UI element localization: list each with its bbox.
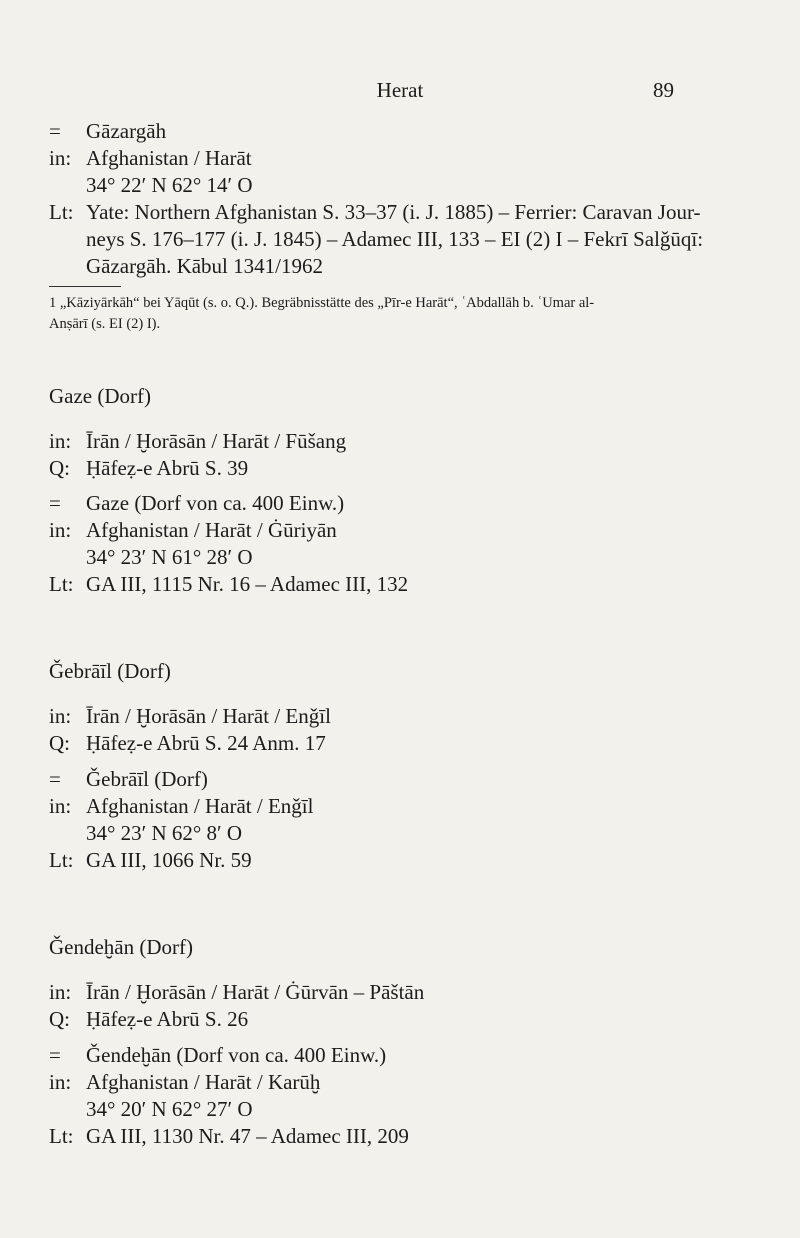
footnote-rule — [49, 286, 121, 287]
entry-line — [49, 571, 408, 598]
line-text: 34° 23′ N 62° 8′ O — [86, 821, 243, 845]
line-text: Gāzargāh — [86, 119, 167, 143]
entry-line — [49, 847, 252, 874]
line-text: Yate: Northern Afghanistan S. 33–37 (i. J. 1885) – Ferrier: Caravan Jour- — [86, 200, 701, 224]
line-label: in: — [49, 980, 72, 1004]
entry-line — [49, 820, 242, 847]
line-text: GA III, 1115 Nr. 16 – Adamec III, 132 — [86, 572, 409, 596]
entry-line — [49, 766, 208, 793]
line-label: in: — [49, 704, 72, 728]
line-label: = — [49, 491, 61, 515]
footnote — [49, 293, 689, 335]
entry-line — [49, 1042, 386, 1069]
line-text: neys S. 176–177 (i. J. 1845) – Adamec III, 133 – EI (2) I – Fekrī Salǧūqī: — [86, 227, 704, 251]
entry-line — [49, 172, 253, 199]
line-label: Lt: — [49, 572, 74, 596]
line-text: GA III, 1066 Nr. 59 — [86, 848, 252, 872]
entry-line — [49, 544, 253, 571]
line-text: GA III, 1130 Nr. 47 – Adamec III, 209 — [86, 1124, 409, 1148]
line-label: = — [49, 767, 61, 791]
entry-line — [49, 1069, 320, 1096]
entry-line — [49, 1096, 253, 1123]
line-label: in: — [49, 1070, 72, 1094]
entry-heading: Ǧendeḫān (Dorf) — [49, 935, 194, 959]
line-label: = — [49, 1043, 61, 1067]
line-text: Afghanistan / Harāt — [86, 146, 252, 170]
line-label: Lt: — [49, 200, 74, 224]
line-text: Īrān / Ḫorāsān / Harāt / Enǧīl — [86, 704, 331, 728]
entry-line — [49, 145, 252, 172]
running-title: Herat — [376, 78, 424, 102]
line-label: in: — [49, 429, 72, 453]
entry-line — [49, 490, 344, 517]
entry-line — [49, 979, 424, 1006]
line-text: 34° 22′ N 62° 14′ O — [86, 173, 253, 197]
line-text: Gāzargāh. Kābul 1341/1962 — [86, 254, 323, 278]
line-label: Q: — [49, 1007, 70, 1031]
line-text: Ḥāfeẓ-e Abrū S. 39 — [86, 456, 249, 480]
entry-line — [49, 199, 701, 226]
line-text: Ḥāfeẓ-e Abrū S. 26 — [86, 1007, 249, 1031]
line-label: = — [49, 119, 61, 143]
entry-line — [49, 118, 166, 145]
entry-line — [49, 703, 331, 730]
line-text: Afghanistan / Harāt / Enǧīl — [86, 794, 314, 818]
line-label: Lt: — [49, 848, 74, 872]
entry-heading: Gaze (Dorf) — [49, 384, 152, 408]
line-label: Q: — [49, 456, 70, 480]
line-text: Īrān / Ḫorāsān / Harāt / Fūšang — [86, 429, 347, 453]
entry-line — [49, 793, 313, 820]
line-text: Ǧendeḫān (Dorf von ca. 400 Einw.) — [86, 1043, 387, 1067]
entry-line — [49, 428, 346, 455]
line-text: 34° 20′ N 62° 27′ O — [86, 1097, 253, 1121]
line-label: Q: — [49, 731, 70, 755]
line-label: Lt: — [49, 1124, 74, 1148]
page-number: 89 — [653, 78, 674, 102]
entry-line — [49, 517, 337, 544]
line-text: Īrān / Ḫorāsān / Harāt / Ġūrvān – Pāštān — [86, 980, 425, 1004]
entry-line — [49, 730, 326, 757]
entry-line — [49, 253, 323, 280]
entry-line — [49, 1123, 409, 1150]
entry-heading: Ǧebrāīl (Dorf) — [49, 659, 171, 683]
entry-line — [49, 1006, 248, 1033]
running-head — [0, 78, 800, 106]
line-text: Ǧebrāīl (Dorf) — [86, 767, 208, 791]
line-label: in: — [49, 794, 72, 818]
footnote-line: Anṣārī (s. EI (2) I). — [49, 316, 161, 332]
footnote-line: 1 „Kāziyārkāh“ bei Yāqūt (s. o. Q.). Begräbnisstätte des „Pīr-e Harāt“, ʿAbdallāh b. ʿUmar al- — [49, 295, 595, 311]
line-text: Gaze (Dorf von ca. 400 Einw.) — [86, 491, 345, 515]
line-text: Afghanistan / Harāt / Karūḫ — [86, 1070, 321, 1094]
entry-line — [49, 455, 248, 482]
line-label: in: — [49, 146, 72, 170]
line-text: Ḥāfeẓ-e Abrū S. 24 Anm. 17 — [86, 731, 326, 755]
line-text: 34° 23′ N 61° 28′ O — [86, 545, 253, 569]
entry-line — [49, 226, 703, 253]
line-label: in: — [49, 518, 72, 542]
line-text: Afghanistan / Harāt / Ġūriyān — [86, 518, 337, 542]
